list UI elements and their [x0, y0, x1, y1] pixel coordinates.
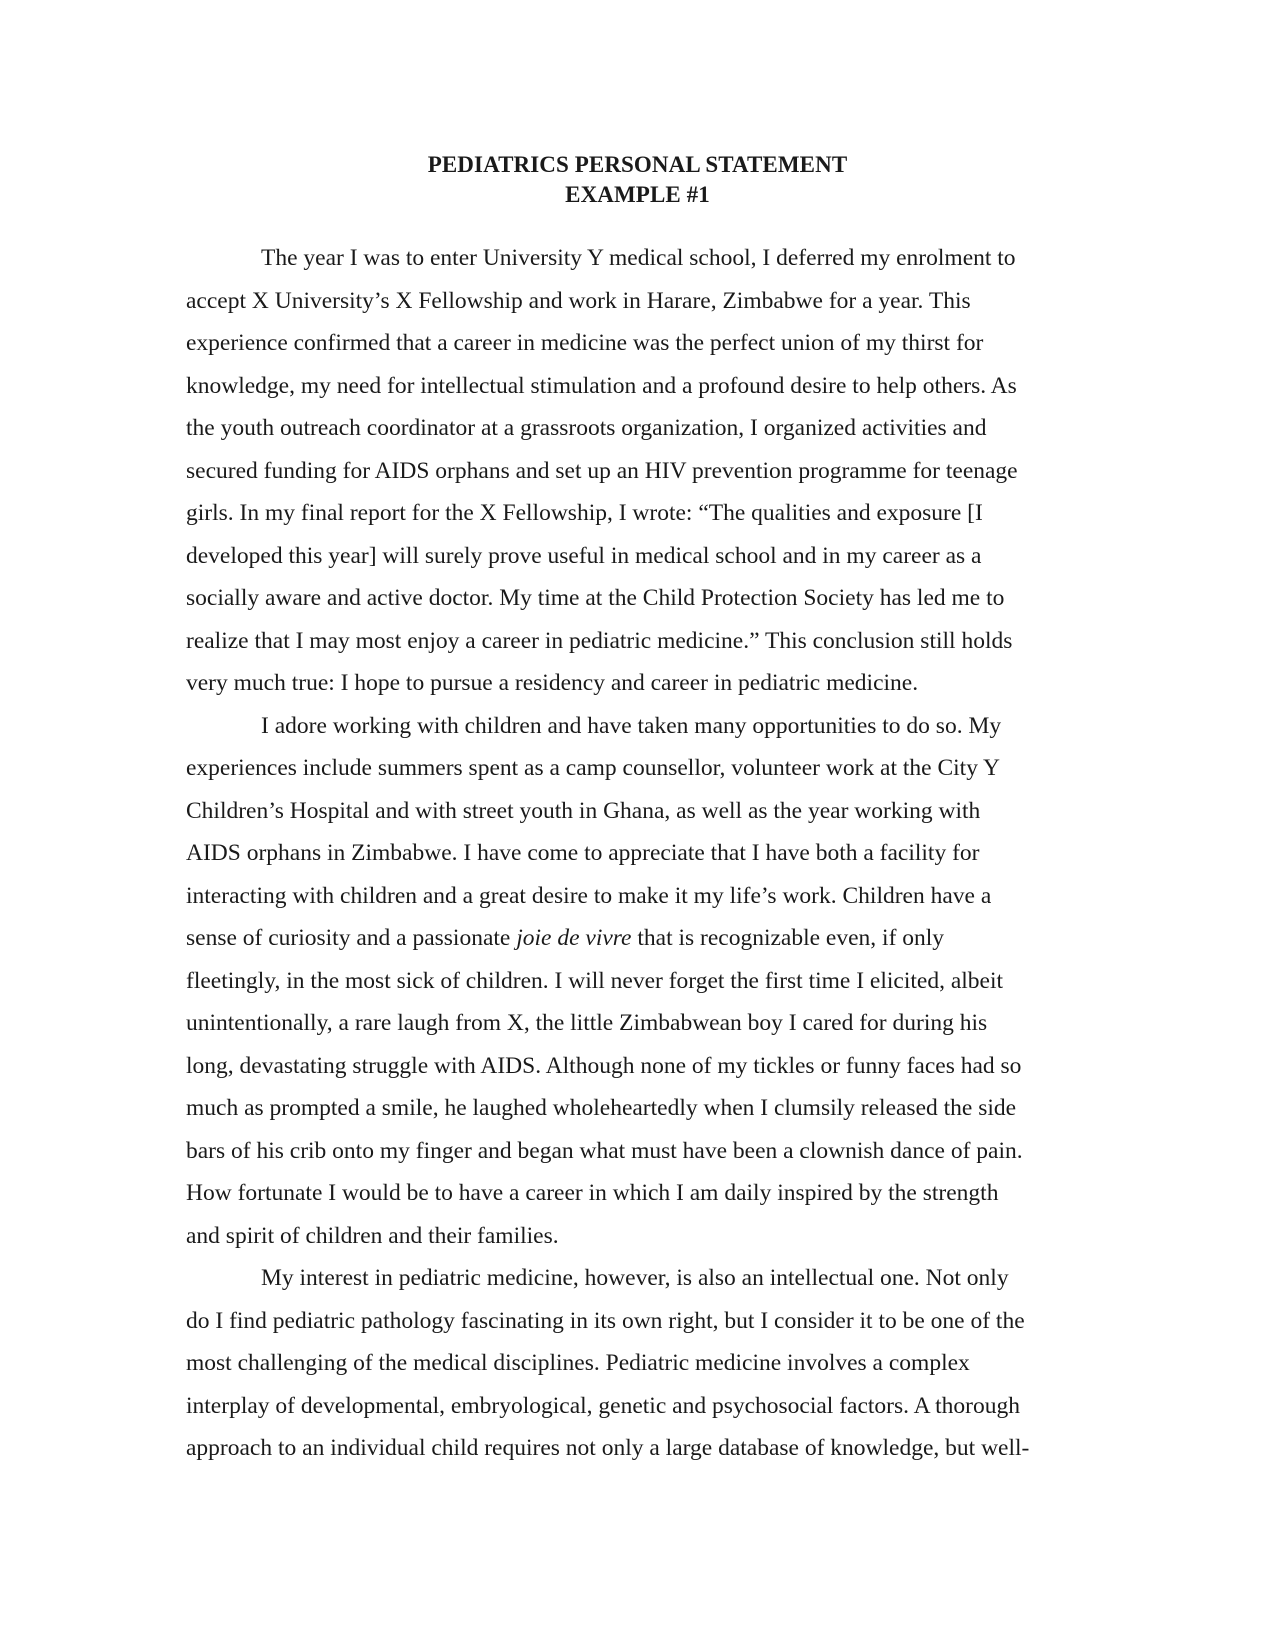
text-line: bars of his crib onto my finger and began what must have been a clownish dance of pain.	[186, 1137, 1023, 1164]
text-line: How fortunate I would be to have a career in which I am daily inspired by the strength	[186, 1180, 999, 1206]
text-line: very much true: I hope to pursue a residency and career in pediatric medicine.	[186, 670, 919, 696]
text-line: interacting with children and a great desire to make it my life’s work. Children have a	[186, 882, 992, 909]
text-line: accept X University’s X Fellowship and work in Harare, Zimbabwe for a year. This	[186, 287, 971, 314]
text-line-with-italic	[186, 917, 1066, 960]
text-line: girls. In my final report for the X Fellowship, I wrote: “The qualities and exposure [I	[186, 500, 983, 526]
text-line: the youth outreach coordinator at a grassroots organization, I organized activities and	[186, 415, 987, 441]
text-line: I adore working with children and have taken many opportunities to do so. My	[261, 712, 1002, 739]
document-body	[186, 237, 1066, 1470]
document-title-line-2: EXAMPLE #1	[565, 182, 710, 207]
text-line: long, devastating struggle with AIDS. Although none of my tickles or funny faces had so	[186, 1052, 1022, 1079]
text-line: most challenging of the medical disciplines. Pediatric medicine involves a complex	[186, 1350, 970, 1376]
paragraph-2	[186, 705, 1066, 1258]
text-line: socially aware and active doctor. My time at the Child Protection Society has led me to	[186, 585, 1005, 611]
paragraph-1	[186, 237, 1066, 705]
text-line: The year I was to enter University Y medical school, I deferred my enrolment to	[261, 245, 1016, 271]
italic-phrase: joie de vivre	[516, 925, 632, 951]
text-line: Children’s Hospital and with street youth in Ghana, as well as the year working with	[186, 797, 981, 824]
text-line: experience confirmed that a career in medicine was the perfect union of my thirst for	[186, 330, 984, 356]
document-title-line-1: PEDIATRICS PERSONAL STATEMENT	[427, 152, 848, 177]
text-line: My interest in pediatric medicine, however, is also an intellectual one. Not only	[261, 1265, 1009, 1291]
text-line: much as prompted a smile, he laughed wholeheartedly when I clumsily released the side	[186, 1095, 1017, 1121]
text-line: realize that I may most enjoy a career in pediatric medicine.” This conclusion still holds	[186, 627, 1013, 654]
text-line: experiences include summers spent as a camp counsellor, volunteer work at the City Y	[186, 755, 1000, 781]
text-line: do I find pediatric pathology fascinating in its own right, but I consider it to be one of the	[186, 1307, 1025, 1334]
text-line: fleetingly, in the most sick of children. I will never forget the first time I elicited, albeit	[186, 967, 1004, 994]
text-line: unintentionally, a rare laugh from X, the little Zimbabwean boy I cared for during his	[186, 1010, 988, 1036]
paragraph-3	[186, 1257, 1066, 1470]
text-line: knowledge, my need for intellectual stimulation and a profound desire to help others. As	[186, 372, 1017, 399]
text-line: developed this year] will surely prove useful in medical school and in my career as a	[186, 542, 982, 569]
text-line: approach to an individual child requires not only a large database of knowledge, but well-	[186, 1435, 1030, 1461]
text-run: that is recognizable even, if only	[631, 925, 945, 951]
text-line: AIDS orphans in Zimbabwe. I have come to appreciate that I have both a facility for	[186, 840, 980, 866]
text-line: secured funding for AIDS orphans and set up an HIV prevention programme for teenage	[186, 457, 1018, 484]
text-run: sense of curiosity and a passionate	[186, 925, 517, 951]
text-line: and spirit of children and their families.	[186, 1222, 559, 1249]
text-line: interplay of developmental, embryological, genetic and psychosocial factors. A thorough	[186, 1392, 1021, 1419]
